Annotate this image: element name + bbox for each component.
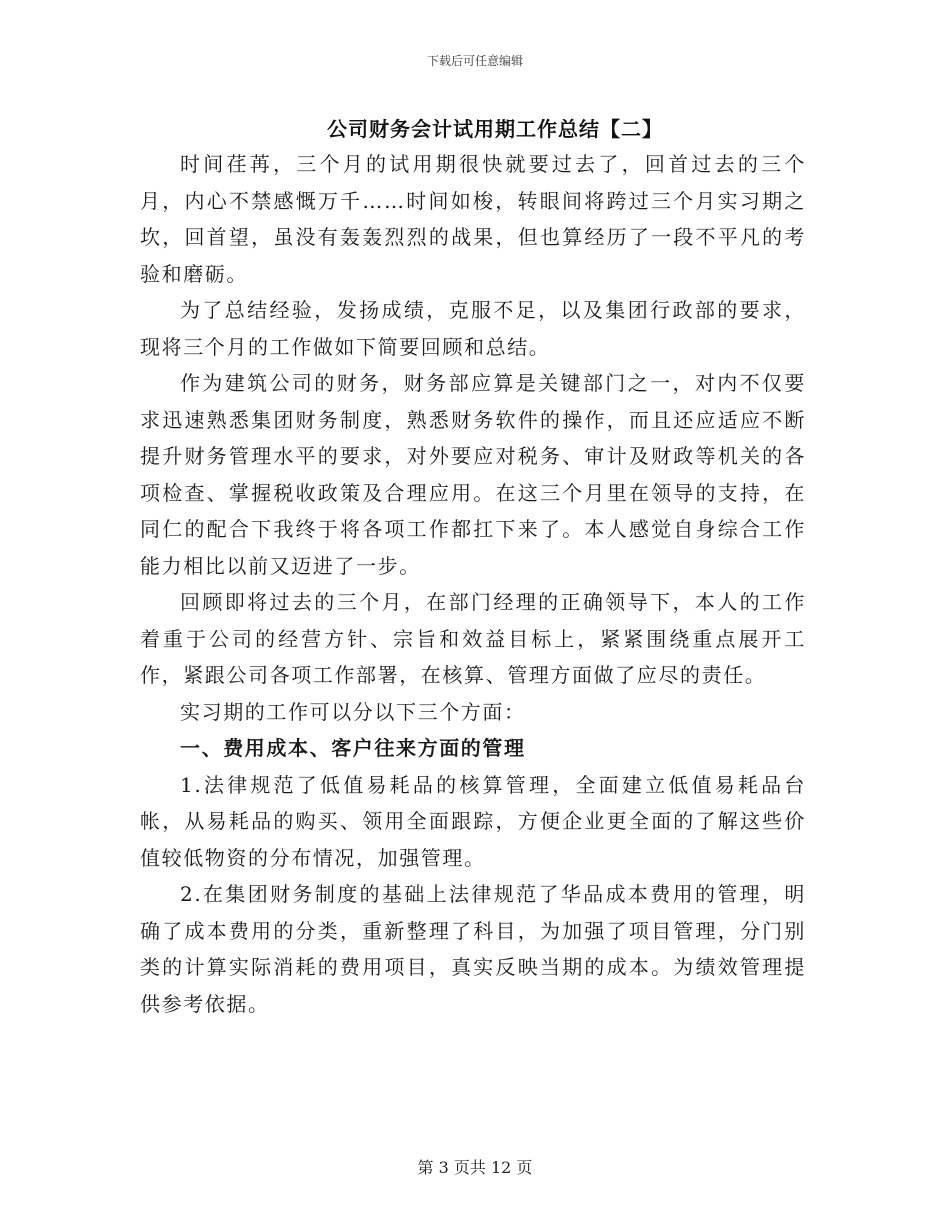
- paragraph-intro: 时间荏苒，三个月的试用期很快就要过去了，回首过去的三个月，内心不禁感慨万千……时间如梭，转眼间将跨过三个月实习期之坎，回首望，虽没有轰轰烈烈的战果，但也算经历了一段不平凡的考验和磨砺。: [140, 152, 806, 286]
- document-title: 公司财务会计试用期工作总结【二】: [327, 117, 663, 141]
- section-heading: 一、费用成本、客户往来方面的管理: [180, 736, 526, 760]
- list-item: 2.在集团财务制度的基础上法律规范了华品成本费用的管理，明确了成本费用的分类，重新整理了科目，为加强了项目管理，分门别类的计算实际消耗的费用项目，真实反映当期的成本。为绩效管理提供参考依据。: [140, 882, 806, 1016]
- paragraph-aspects: 实习期的工作可以分以下三个方面：: [180, 699, 526, 724]
- header-note: 下载后可任意编辑: [426, 54, 523, 68]
- paragraph-review: 回顾即将过去的三个月，在部门经理的正确领导下，本人的工作着重于公司的经营方针、宗旨和效益目标上，紧紧围绕重点展开工作，紧跟公司各项工作部署，在核算、管理方面做了应尽的责任。: [140, 590, 806, 687]
- paragraph-role: 作为建筑公司的财务，财务部应算是关键部门之一，对内不仅要求迅速熟悉集团财务制度，熟悉财务软件的操作，而且还应适应不断提升财务管理水平的要求，对外要应对税务、审计及财政等机关的各项检查、掌握税收政策及合理应用。在这三个月里在领导的支持，在同仁的配合下我终于将各项工作都扛下来了。本人感觉自身综合工作能力相比以前又迈进了一步。: [140, 371, 806, 578]
- paragraph-purpose: 为了总结经验，发扬成绩，克服不足，以及集团行政部的要求，现将三个月的工作做如下简要回顾和总结。: [140, 298, 806, 359]
- document-body: [140, 146, 806, 1022]
- list-item: 1.法律规范了低值易耗品的核算管理，全面建立低值易耗品台帐，从易耗品的购买、领用全面跟踪，方便企业更全面的了解这些价值较低物资的分布情况，加强管理。: [140, 772, 806, 870]
- page-number: 第 3 页共 12 页: [417, 1158, 533, 1177]
